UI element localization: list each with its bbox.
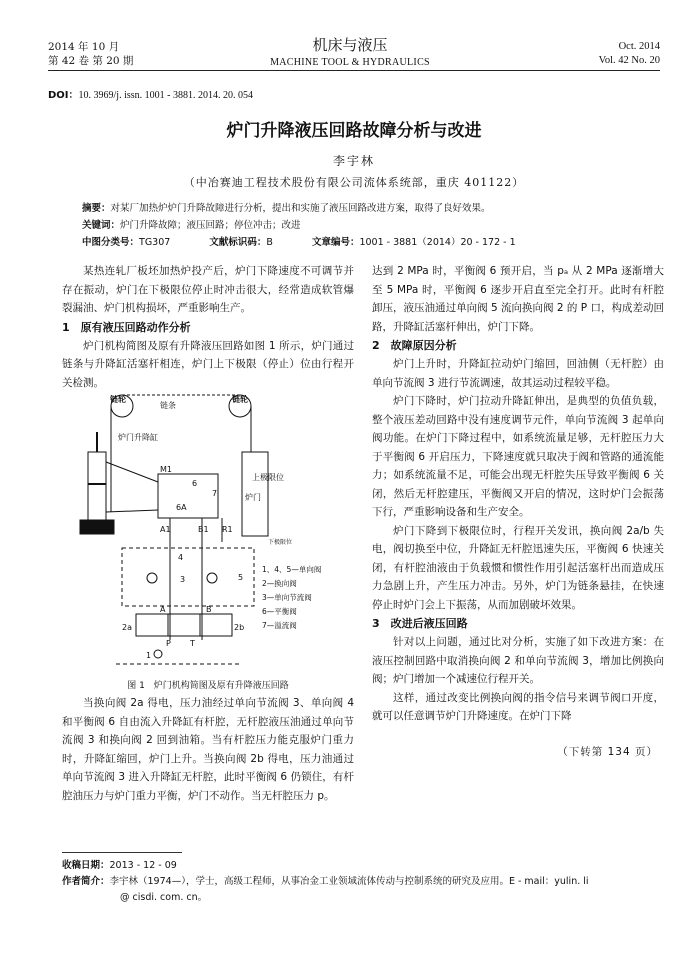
paragraph: 达到 2 MPa 时，平衡阀 6 预开启，当 pₐ 从 2 MPa 逐渐增大至 5 MPa 时，平衡阀 6 逐步开启直至完全打开。此时有杆腔卸压，液压油通过单向阀 5 流向换向阀 2 的 P 口，构成差动回路，升降缸活塞杆伸出，炉门下降。 [372, 265, 664, 333]
doi-line [48, 86, 253, 101]
abstract-label: 摘要： [82, 203, 111, 214]
footnote-rule [62, 852, 182, 853]
doi-label: DOI： [48, 90, 79, 101]
abstract-block [82, 200, 642, 251]
lift-cylinder [88, 452, 106, 520]
hydraulic-circuit-figure [62, 392, 354, 672]
fig-label: 下极限位 [268, 539, 293, 546]
fig-label: 2b [234, 623, 245, 632]
fig-label: 4 [178, 553, 184, 562]
keywords-row [82, 217, 642, 234]
header-right [599, 40, 660, 68]
legend-item: 2—换向阀 [262, 579, 297, 588]
fig-label: A1 [160, 525, 171, 534]
keywords-label: 关键词： [82, 220, 121, 231]
classification-row [82, 234, 642, 251]
right-column [372, 262, 664, 726]
legend-item: 7—溢流阀 [262, 621, 297, 630]
keywords-text: 炉门升降故障；液压回路；停位冲击；改进 [120, 220, 301, 231]
clc-value: TG307 [139, 237, 171, 248]
journal-title-en: MACHINE TOOL & HYDRAULICS [270, 57, 430, 68]
fig-label: 6A [176, 503, 187, 512]
section-heading-1: 1 原有液压回路动作分析 [62, 320, 191, 334]
section-heading-3: 3 改进后液压回路 [372, 617, 468, 630]
abstract-text: 对某厂加热炉炉门升降故障进行分析，提出和实施了液压回路改进方案，取得了良好效果。 [110, 203, 491, 214]
author-name: 李宇林 [332, 154, 375, 168]
issue-date: 2014 年 10 月 [48, 41, 120, 53]
fig-label: B1 [198, 525, 209, 534]
paragraph: 炉门机构简图及原有升降液压回路如图 1 所示，炉门通过链条与升降缸活塞杆相连，炉门上下极限（停止）位由行程开关检测。 [62, 339, 354, 389]
fig-label: 炉门 [245, 493, 261, 502]
doc-code-label: 文献标识码： [209, 237, 267, 248]
paragraph: 炉门下降到下极限位时，行程开关发讯，换向阀 2a/b 失电，阀切换至中位，升降缸无杆腔迅速失压，平衡阀 6 快速关闭，有杆腔油液由于负载惯和惯性作用引起活塞杆出而造成压力急剧上升，产生压力冲击。另外，炉门为链条悬挂，在快速停止时炉门会上下振荡，从而加剧破坏效果。 [372, 524, 664, 611]
fig-label: T [190, 639, 195, 648]
fig-label: 链条 [160, 401, 176, 410]
section-heading-2: 2 故障原因分析 [372, 339, 457, 352]
fig-label: 1 [146, 651, 152, 660]
directional-valve [136, 614, 232, 636]
author-email-tail: @ cisdi. com. cn。 [120, 892, 208, 903]
fig-label: 6 [192, 479, 198, 488]
issue-date-en: Oct. 2014 [618, 41, 660, 52]
fig-label: M1 [160, 465, 172, 474]
header-left [48, 40, 133, 68]
journal-title-cn: 机床与液压 [312, 36, 388, 54]
issue-volume-en: Vol. 42 No. 20 [598, 55, 660, 66]
figure-caption: 图 1 炉门机构简图及原有升降液压回路 [127, 681, 289, 691]
footnote [62, 858, 662, 906]
journal-name [200, 34, 500, 68]
author-bio: 李宇林（1974—），学士，高级工程师，从事冶金工业领域流体传动与控制系统的研究及应用。E - mail：yulin. li [109, 876, 589, 887]
abstract-row [82, 200, 642, 217]
fig-label: 2a [122, 623, 132, 632]
legend-item: 1、4、5—单向阀 [262, 565, 322, 574]
article-no-label: 文章编号： [311, 237, 360, 248]
paragraph: 当换向阀 2a 得电，压力油经过单向节流阀 3、单向阀 4 和平衡阀 6 自由流入升降缸有杆腔，无杆腔液压油通过单向节流阀 3 和换向阀 2 回到油箱。当有杆腔压力能克服炉门重力时，升降缸缩回，炉门上升。当换向阀 2b 得电，压力油通过单向节流阀 3 进入升降缸无杆腔，此时平衡阀 6 仍锁住，有杆腔油压力与炉门重力平衡，炉门不动作。当无杆腔压力 p。 [62, 697, 354, 802]
paragraph: 炉门上升时，升降缸拉动炉门缩回，回油侧（无杆腔）由单向节流阀 3 进行节流调速，故其运动过程较平稳。 [372, 358, 664, 389]
fig-label: B [206, 605, 212, 614]
left-column-top [62, 262, 354, 392]
cylinder-base [80, 520, 114, 534]
doi-value: 10. 3969/j. issn. 1001 - 3881. 2014. 20. 054 [78, 90, 253, 101]
header-rule [48, 70, 660, 71]
legend-item: 6—平衡阀 [262, 607, 297, 616]
bio-label: 作者简介： [62, 876, 110, 887]
fig-label: 链轮 [232, 395, 248, 404]
paragraph: 炉门下降时，炉门拉动升降缸伸出，是典型的负值负载，整个液压差动回路中没有速度调节元件，单向节流阀 3 起单向阀功能。在炉门下降过程中，如系统流量足够，无杆腔压力大于平衡阀 6 开启压力，下降速度就只取决于阀和管路的通流能力；如系统流量不足，可能会出现无杆腔失压导致平衡阀 6 关闭，然后无杆腔建压，平衡阀又开启的情况，这时炉门会振荡下行，严重影响设备和生产安全。 [372, 395, 664, 518]
continued-note: （下转第 134 页） [557, 746, 658, 758]
fig-label: 炉门升降缸 [118, 433, 158, 442]
legend-item: 3—单向节流阀 [262, 593, 312, 602]
fig-label: P [166, 639, 171, 648]
received-date-row [62, 858, 662, 874]
received-label: 收稿日期： [62, 860, 110, 871]
balance-valve-block [158, 474, 218, 518]
fig-label: A [160, 605, 166, 614]
left-column-bottom [62, 694, 354, 805]
article-no-value: 1001 - 3881（2014）20 - 172 - 1 [359, 237, 516, 248]
fig-label: 3 [180, 575, 186, 584]
issue-volume: 第 42 卷 第 20 期 [48, 55, 134, 67]
author-bio-row [62, 874, 662, 890]
paragraph: 这样，通过改变比例换向阀的指令信号来调节阀口开度，就可以任意调节炉门升降速度。在炉门下降 [372, 691, 664, 722]
fig-label: 链轮 [110, 395, 126, 404]
paragraph: 某热连轧厂板坯加热炉投产后，炉门下降速度不可调节并存在振动，炉门在下极限位停止时冲击很大，经常造成软管爆裂漏油、炉门机构损坏，严重影响生产。 [62, 265, 354, 314]
doc-code-value: B [266, 237, 273, 248]
clc-label: 中图分类号： [82, 237, 140, 248]
paragraph: 针对以上问题，通过比对分析，实施了如下改进方案：在液压控制回路中取消换向阀 2 和单向节流阀 3，增加比例换向阀；炉门增加一个减速位行程开关。 [372, 636, 664, 685]
figure-legend [262, 564, 322, 630]
fig-label: R1 [222, 525, 233, 534]
fig-label: 5 [238, 573, 244, 582]
article-title: 炉门升降液压回路故障分析与改进 [226, 121, 482, 141]
throttle-valve-group [122, 548, 254, 606]
received-date: 2013 - 12 - 09 [109, 860, 177, 871]
affiliation: （中冶赛迪工程技术股份有限公司流体系统部，重庆 401122） [183, 176, 525, 189]
fig-label: 上极限位 [252, 473, 284, 482]
fig-label: 7 [212, 489, 218, 498]
